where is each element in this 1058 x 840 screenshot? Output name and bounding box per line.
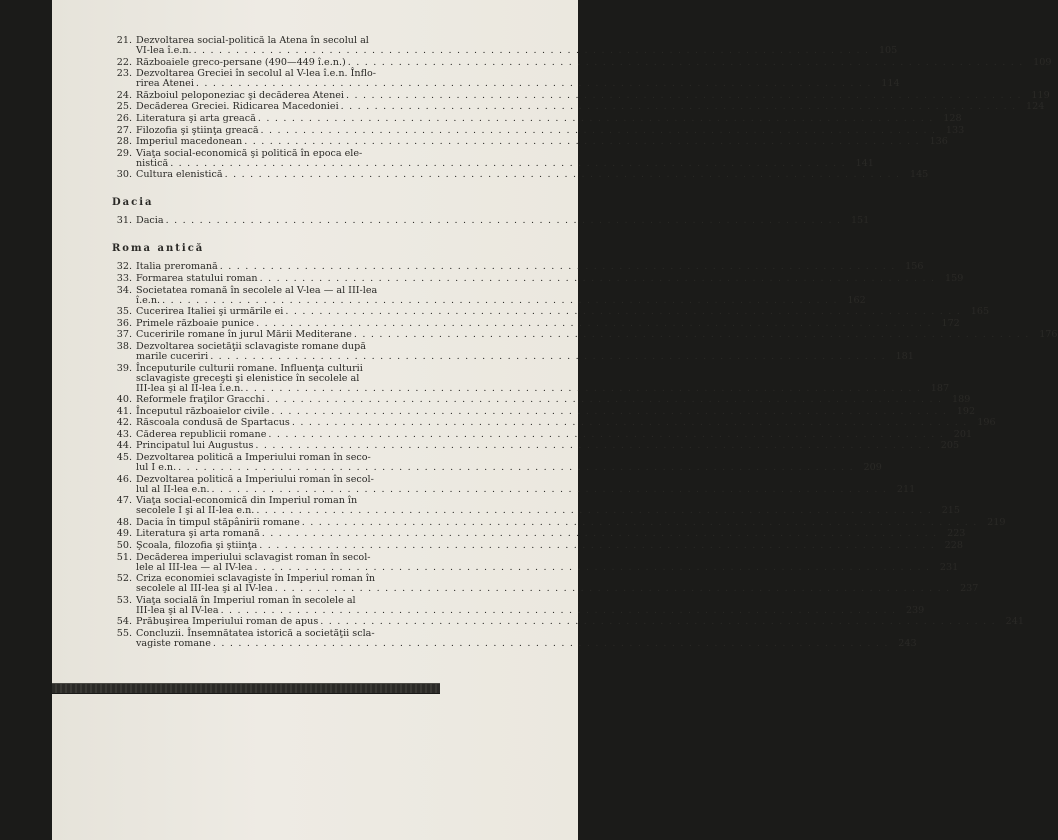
dot-leader: . . . . . . . . . . . . . . . . . . . . . . . . . . . . . . . . . . . . . . . . . . . . . . . . . . . . . . . . . . . . . . . . . . . . . . . . . . . . . . . . — [220, 604, 897, 616]
toc-entry-page: 145 — [909, 169, 929, 181]
dot-leader: . . . . . . . . . . . . . . . . . . . . . . . . . . . . . . . . . . . . . . . . . . . . . . . . . . . . . . . . . . . . . . . . . . . . . . . . . . . . . . . . — [268, 428, 945, 440]
toc-entry-number: 55. — [116, 628, 132, 639]
toc-entry-title: Formarea statului roman — [136, 272, 258, 284]
dot-leader: . . . . . . . . . . . . . . . . . . . . . . . . . . . . . . . . . . . . . . . . . . . . . . . . . . . . . . . . . . . . . . . . . . . . . . . . . . . . . . . . — [257, 112, 934, 124]
dot-leader: . . . . . . . . . . . . . . . . . . . . . . . . . . . . . . . . . . . . . . . . . . . . . . . . . . . . . . . . . . . . . . . . . . . . . . . . . . . . . . . . — [195, 78, 872, 90]
dot-leader: . . . . . . . . . . . . . . . . . . . . . . . . . . . . . . . . . . . . . . . . . . . . . . . . . . . . . . . . . . . . . . . . . . . . . . . . . . . . . . . . — [346, 89, 1022, 101]
toc-entry-page: 128 — [943, 112, 962, 124]
toc-entry-title: Viaţa social-economică şi politică în epoca ele- — [136, 147, 363, 159]
toc-entry-number: 40. — [116, 394, 132, 406]
toc-entry-title: rirea Atenei — [136, 78, 194, 90]
toc-entry-title: Concluzii. Însemnătatea istorică a societăţii scla- — [136, 628, 375, 639]
dot-leader: . . . . . . . . . . . . . . . . . . . . . . . . . . . . . . . . . . . . . . . . . . . . . . . . . . . . . . . . . . . . . . . . . . . . . . . . . . . . . . . . — [211, 483, 888, 495]
toc-entry-title: secolele I şi al II-lea e.n. — [136, 505, 255, 517]
toc-entry-title: Căderea republicii romane — [136, 428, 267, 440]
toc-entry — [112, 452, 882, 474]
toc-entry — [112, 35, 898, 56]
toc-entry-number: 49. — [116, 528, 132, 540]
toc-entry-title: Dacia — [136, 215, 164, 227]
toc-entry-number: 48. — [116, 516, 132, 528]
toc-entry-number: 22. — [116, 56, 132, 68]
toc-entry — [112, 284, 866, 306]
toc-entry — [112, 495, 960, 517]
toc-entry — [112, 573, 979, 595]
toc-entry-title: Viaţa social-economică din Imperiul roman în — [136, 495, 358, 507]
dot-leader: . . . . . . . . . . . . . . . . . . . . . . . . . . . . . . . . . . . . . . . . . . . . . . . . . . . . . . . . . . . . . . . . . . . . . . . . . . . . . . . . — [245, 382, 922, 394]
toc-entry-page: 196 — [977, 417, 996, 429]
toc-entry-page: 192 — [956, 405, 976, 417]
toc-entry-page: 223 — [947, 528, 966, 540]
toc-section-dacia — [112, 215, 870, 227]
toc-entry-title: Începuturile culturii romane. Influenţa culturii — [136, 362, 363, 374]
toc-section-greece — [112, 35, 1052, 181]
toc-entry-title: marile cuceriri — [136, 350, 209, 362]
toc-entry-title: III-lea şi al II-lea î.e.n. — [136, 382, 244, 394]
toc-entry-number: 52. — [116, 573, 132, 585]
dot-leader: . . . . . . . . . . . . . . . . . . . . . . . . . . . . . . . . . . . . . . . . . . . . . . . . . . . . . . . . . . . . . . . . . . . . . . . . . . . . . . . . — [266, 394, 943, 406]
decorative-rule — [52, 683, 440, 694]
toc-entry-number: 38. — [116, 340, 132, 352]
toc-entry-page: 141 — [855, 157, 874, 169]
toc-entry-number: 46. — [116, 473, 132, 485]
toc-entry-title: secolele al III-lea şi al IV-lea — [136, 583, 273, 595]
toc-entry-page: 243 — [898, 638, 917, 649]
toc-entry-title: VI-lea î.e.n. — [136, 45, 192, 56]
toc-entry-page: 228 — [944, 540, 963, 552]
toc-entry-page: 151 — [850, 215, 870, 227]
toc-entry-page: 162 — [847, 294, 866, 306]
toc-entry-page: 189 — [951, 394, 971, 406]
toc-entry-number: 30. — [116, 169, 132, 181]
toc-entry — [112, 362, 950, 394]
toc-entry-number: 50. — [116, 540, 132, 552]
toc-entry — [112, 473, 916, 495]
toc-entry-page: 124 — [1026, 101, 1045, 113]
toc-entry-title: Imperiul macedonean — [136, 136, 243, 148]
dot-leader: . . . . . . . . . . . . . . . . . . . . . . . . . . . . . . . . . . . . . . . . . . . . . . . . . . . . . . . . . . . . . . . . . . . . . . . . . . . . . . . . — [261, 528, 938, 540]
toc-entry-title: Societatea romană în secolele al V-lea — al III-lea — [136, 284, 378, 296]
section-title-dacia: Dacia — [112, 197, 154, 209]
toc-entry — [112, 112, 962, 124]
dot-leader: . . . . . . . . . . . . . . . . . . . . . . . . . . . . . . . . . . . . . . . . . . . . . . . . . . . . . . . . . . . . . . . . . . . . . . . . . . . . . . . . — [320, 616, 996, 628]
dot-leader: . . . . . . . . . . . . . . . . . . . . . . . . . . . . . . . . . . . . . . . . . . . . . . . . . . . . . . . . . . . . . . . . . . . . . . . . . . . . . . . . — [285, 306, 962, 318]
toc-entry — [112, 616, 1024, 628]
dot-leader: . . . . . . . . . . . . . . . . . . . . . . . . . . . . . . . . . . . . . . . . . . . . . . . . . . . . . . . . . . . . . . . . . . . . . . . . . . . . . . . . — [254, 561, 931, 573]
toc-entry-title: Viaţa socială în Imperiul roman în secolele al — [136, 594, 356, 606]
toc-entry-number: 21. — [116, 35, 132, 46]
toc-entry-title: nistică — [136, 157, 169, 169]
toc-entry — [112, 169, 929, 181]
toc-entry-page: 136 — [929, 136, 948, 148]
toc-entry-title: sclavagiste greceşti şi elenistice în secolele al — [136, 372, 360, 384]
toc-entry-number: 31. — [116, 215, 132, 227]
toc-entry-number: 27. — [116, 124, 132, 136]
toc-entry-page: 239 — [905, 604, 925, 616]
toc-entry-title: Dezvoltarea Greciei în secolul al V-lea î.e.n. Înflo- — [136, 68, 377, 80]
dot-leader: . . . . . . . . . . . . . . . . . . . . . . . . . . . . . . . . . . . . . . . . . . . . . . . . . . . . . . . . . . . . . . . . . . . . . . . . . . . . . . . . — [212, 638, 889, 649]
toc-entry-title: Războaiele greco-persane (490—449 î.e.n.) — [136, 56, 346, 68]
toc-entry-title: Italia preromană — [136, 261, 218, 273]
toc-entry-title: Filozofia şi ştiinţa greacă — [136, 124, 259, 136]
toc-entry-page: 159 — [944, 272, 964, 284]
toc-entry-number: 43. — [116, 428, 132, 440]
toc-entry-number: 34. — [116, 284, 132, 296]
toc-entry-number: 28. — [116, 136, 132, 148]
dot-leader: . . . . . . . . . . . . . . . . . . . . . . . . . . . . . . . . . . . . . . . . . . . . . . . . . . . . . . . . . . . . . . . . . . . . . . . . . . . . . . . . — [193, 45, 870, 56]
toc-entry-number: 39. — [116, 362, 132, 374]
toc-entry-page: 172 — [941, 317, 960, 329]
toc-entry-title: Primele războaie punice — [136, 317, 255, 329]
toc-entry — [112, 101, 1045, 113]
dot-leader: . . . . . . . . . . . . . . . . . . . . . . . . . . . . . . . . . . . . . . . . . . . . . . . . . . . . . . . . . . . . . . . . . . . . . . . . . . . . . . . . — [210, 350, 886, 362]
toc-entry — [112, 317, 960, 329]
toc-entry-page: 119 — [1031, 89, 1050, 101]
toc-entry — [112, 215, 870, 227]
toc-entry-title: Şcoala, filozofia şi ştiinţa — [136, 540, 258, 552]
toc-entry — [112, 440, 960, 452]
toc-entry-page: 237 — [960, 583, 979, 595]
toc-entry-number: 51. — [116, 551, 132, 563]
toc-entry-title: Dezvoltarea social-politică la Atena în secolul al — [136, 35, 369, 46]
toc-entry-title: Literatura şi arta greacă — [136, 112, 256, 124]
table-of-contents — [112, 35, 1058, 651]
toc-entry — [112, 340, 914, 362]
toc-entry — [112, 56, 1052, 68]
dot-leader: . . . . . . . . . . . . . . . . . . . . . . . . . . . . . . . . . . . . . . . . . . . . . . . . . . . . . . . . . . . . . . . . . . . . . . . . . . . . . . . . — [162, 294, 838, 306]
toc-entry — [112, 261, 924, 273]
dot-leader: . . . . . . . . . . . . . . . . . . . . . . . . . . . . . . . . . . . . . . . . . . . . . . . . . . . . . . . . . . . . . . . . . . . . . . . . . . . . . . . . — [259, 540, 935, 552]
toc-entry — [112, 528, 966, 540]
toc-entry-number: 41. — [116, 405, 132, 417]
toc-entry-title: Cultura elenistică — [136, 169, 223, 181]
toc-entry-page: 205 — [940, 440, 960, 452]
book-page — [52, 0, 1058, 840]
toc-entry — [112, 540, 963, 552]
toc-entry — [112, 405, 976, 417]
toc-entry — [112, 417, 996, 429]
toc-entry-number: 26. — [116, 112, 132, 124]
dot-leader: . . . . . . . . . . . . . . . . . . . . . . . . . . . . . . . . . . . . . . . . . . . . . . . . . . . . . . . . . . . . . . . . . . . . . . . . . . . . . . . . — [256, 505, 932, 517]
toc-entry-page: 176 — [1039, 329, 1058, 341]
dot-leader: . . . . . . . . . . . . . . . . . . . . . . . . . . . . . . . . . . . . . . . . . . . . . . . . . . . . . . . . . . . . . . . . . . . . . . . . . . . . . . . . — [340, 101, 1017, 113]
toc-entry-title: Dezvoltarea politică a Imperiului roman în secol- — [136, 473, 374, 485]
toc-entry-number: 37. — [116, 329, 132, 341]
toc-entry-page: 219 — [987, 516, 1006, 528]
toc-entry-page: 201 — [953, 428, 973, 440]
dot-leader: . . . . . . . . . . . . . . . . . . . . . . . . . . . . . . . . . . . . . . . . . . . . . . . . . . . . . . . . . . . . . . . . . . . . . . . . . . . . . . . . — [255, 440, 932, 452]
toc-entry — [112, 428, 973, 440]
toc-entry-number: 36. — [116, 317, 132, 329]
toc-entry — [112, 68, 900, 90]
dot-leader: . . . . . . . . . . . . . . . . . . . . . . . . . . . . . . . . . . . . . . . . . . . . . . . . . . . . . . . . . . . . . . . . . . . . . . . . . . . . . . . . — [256, 317, 932, 329]
toc-entry — [112, 329, 1058, 341]
dot-leader: . . . . . . . . . . . . . . . . . . . . . . . . . . . . . . . . . . . . . . . . . . . . . . . . . . . . . . . . . . . . . . . . . . . . . . . . . . . . . . . . — [165, 215, 842, 227]
dot-leader: . . . . . . . . . . . . . . . . . . . . . . . . . . . . . . . . . . . . . . . . . . . . . . . . . . . . . . . . . . . . . . . . . . . . . . . . . . . . . . . . — [259, 272, 936, 284]
toc-entry-page: 241 — [1005, 616, 1024, 628]
toc-entry-number: 42. — [116, 417, 132, 429]
dot-leader: . . . . . . . . . . . . . . . . . . . . . . . . . . . . . . . . . . . . . . . . . . . . . . . . . . . . . . . . . . . . . . . . . . . . . . . . . . . . . . . . — [301, 516, 978, 528]
toc-entry-title: Răscoala condusă de Spartacus — [136, 417, 290, 429]
dot-leader: . . . . . . . . . . . . . . . . . . . . . . . . . . . . . . . . . . . . . . . . . . . . . . . . . . . . . . . . . . . . . . . . . . . . . . . . . . . . . . . . — [271, 405, 948, 417]
toc-entry-page: 187 — [930, 382, 950, 394]
toc-entry-page: 114 — [881, 78, 900, 90]
section-title-roma: Roma antică — [112, 243, 205, 255]
dot-leader: . . . . . . . . . . . . . . . . . . . . . . . . . . . . . . . . . . . . . . . . . . . . . . . . . . . . . . . . . . . . . . . . . . . . . . . . . . . . . . . . — [178, 462, 854, 474]
toc-entry-title: lul al II-lea e.n. — [136, 483, 210, 495]
dot-leader: . . . . . . . . . . . . . . . . . . . . . . . . . . . . . . . . . . . . . . . . . . . . . . . . . . . . . . . . . . . . . . . . . . . . . . . . . . . . . . . . — [224, 169, 901, 181]
toc-entry-number: 53. — [116, 594, 132, 606]
toc-entry — [112, 594, 925, 616]
toc-entry-title: lul I e.n. — [136, 462, 177, 474]
toc-entry — [112, 394, 971, 406]
toc-entry — [112, 124, 965, 136]
toc-entry-page: 181 — [895, 350, 914, 362]
dot-leader: . . . . . . . . . . . . . . . . . . . . . . . . . . . . . . . . . . . . . . . . . . . . . . . . . . . . . . . . . . . . . . . . . . . . . . . . . . . . . . . . — [219, 261, 896, 273]
dot-leader: . . . . . . . . . . . . . . . . . . . . . . . . . . . . . . . . . . . . . . . . . . . . . . . . . . . . . . . . . . . . . . . . . . . . . . . . . . . . . . . . — [274, 583, 951, 595]
toc-entry-number: 33. — [116, 272, 132, 284]
toc-entry-number: 32. — [116, 261, 132, 273]
toc-entry — [112, 516, 1006, 528]
toc-entry-number: 25. — [116, 101, 132, 113]
toc-entry-title: Literatura şi arta romană — [136, 528, 260, 540]
toc-entry — [112, 628, 917, 649]
toc-entry-title: Cuceririle romane în jurul Mării Mediterane — [136, 329, 352, 341]
toc-entry — [112, 147, 874, 169]
toc-entry-number: 24. — [116, 89, 132, 101]
toc-entry-page: 109 — [1033, 56, 1052, 68]
toc-entry-title: Criza economiei sclavagiste în Imperiul roman în — [136, 573, 376, 585]
toc-entry — [112, 89, 1050, 101]
toc-entry-title: vagiste romane — [136, 638, 211, 649]
toc-entry-title: Începutul războaielor civile — [136, 405, 270, 417]
toc-entry-page: 211 — [896, 483, 916, 495]
toc-entry-title: Prăbuşirea Imperiului roman de apus — [136, 616, 319, 628]
toc-entry-title: Reformele fraţilor Gracchi — [136, 394, 265, 406]
dot-leader: . . . . . . . . . . . . . . . . . . . . . . . . . . . . . . . . . . . . . . . . . . . . . . . . . . . . . . . . . . . . . . . . . . . . . . . . . . . . . . . . — [260, 124, 937, 136]
toc-entry-number: 45. — [116, 452, 132, 464]
toc-entry-page: 165 — [970, 306, 990, 318]
toc-entry-number: 47. — [116, 495, 132, 507]
toc-entry-title: Decăderea imperiului sclavagist roman în secol- — [136, 551, 371, 563]
toc-entry-number: 23. — [116, 68, 132, 80]
dot-leader: . . . . . . . . . . . . . . . . . . . . . . . . . . . . . . . . . . . . . . . . . . . . . . . . . . . . . . . . . . . . . . . . . . . . . . . . . . . . . . . . — [291, 417, 968, 429]
toc-entry-page: 156 — [905, 261, 924, 273]
toc-entry-title: Principatul lui Augustus — [136, 440, 254, 452]
toc-entry — [112, 136, 948, 148]
toc-section-roma — [112, 261, 1058, 649]
toc-entry-number: 54. — [116, 616, 132, 628]
dot-leader: . . . . . . . . . . . . . . . . . . . . . . . . . . . . . . . . . . . . . . . . . . . . . . . . . . . . . . . . . . . . . . . . . . . . . . . . . . . . . . . . — [353, 329, 1030, 341]
toc-entry-page: 209 — [863, 462, 882, 474]
dot-leader: . . . . . . . . . . . . . . . . . . . . . . . . . . . . . . . . . . . . . . . . . . . . . . . . . . . . . . . . . . . . . . . . . . . . . . . . . . . . . . . . — [347, 56, 1024, 68]
toc-entry-title: Decăderea Greciei. Ridicarea Macedoniei — [136, 101, 339, 113]
toc-entry-page: 215 — [941, 505, 960, 517]
toc-entry-title: Cucerirea Italiei şi urmările ei — [136, 306, 284, 318]
dot-leader: . . . . . . . . . . . . . . . . . . . . . . . . . . . . . . . . . . . . . . . . . . . . . . . . . . . . . . . . . . . . . . . . . . . . . . . . . . . . . . . . — [170, 157, 846, 169]
dot-leader: . . . . . . . . . . . . . . . . . . . . . . . . . . . . . . . . . . . . . . . . . . . . . . . . . . . . . . . . . . . . . . . . . . . . . . . . . . . . . . . . — [244, 136, 920, 148]
toc-entry-title: Dacia în timpul stăpânirii romane — [136, 516, 300, 528]
toc-entry-page: 105 — [878, 45, 898, 56]
toc-entry — [112, 551, 959, 573]
toc-entry-title: î.e.n. — [136, 294, 161, 306]
toc-entry-number: 44. — [116, 440, 132, 452]
toc-entry — [112, 272, 964, 284]
toc-entry-page: 133 — [945, 124, 965, 136]
toc-entry — [112, 306, 990, 318]
toc-entry-title: III-lea şi al IV-lea — [136, 604, 219, 616]
toc-entry-title: Dezvoltarea politică a Imperiului roman în seco- — [136, 452, 371, 464]
toc-entry-title: Războiul peloponeziac şi decăderea Atenei — [136, 89, 345, 101]
toc-entry-title: Dezvoltarea societăţii sclavagiste romane după — [136, 340, 366, 352]
toc-entry-title: lele al III-lea — al IV-lea — [136, 561, 253, 573]
toc-entry-page: 231 — [939, 561, 959, 573]
toc-entry-number: 35. — [116, 306, 132, 318]
toc-entry-number: 29. — [116, 147, 132, 159]
